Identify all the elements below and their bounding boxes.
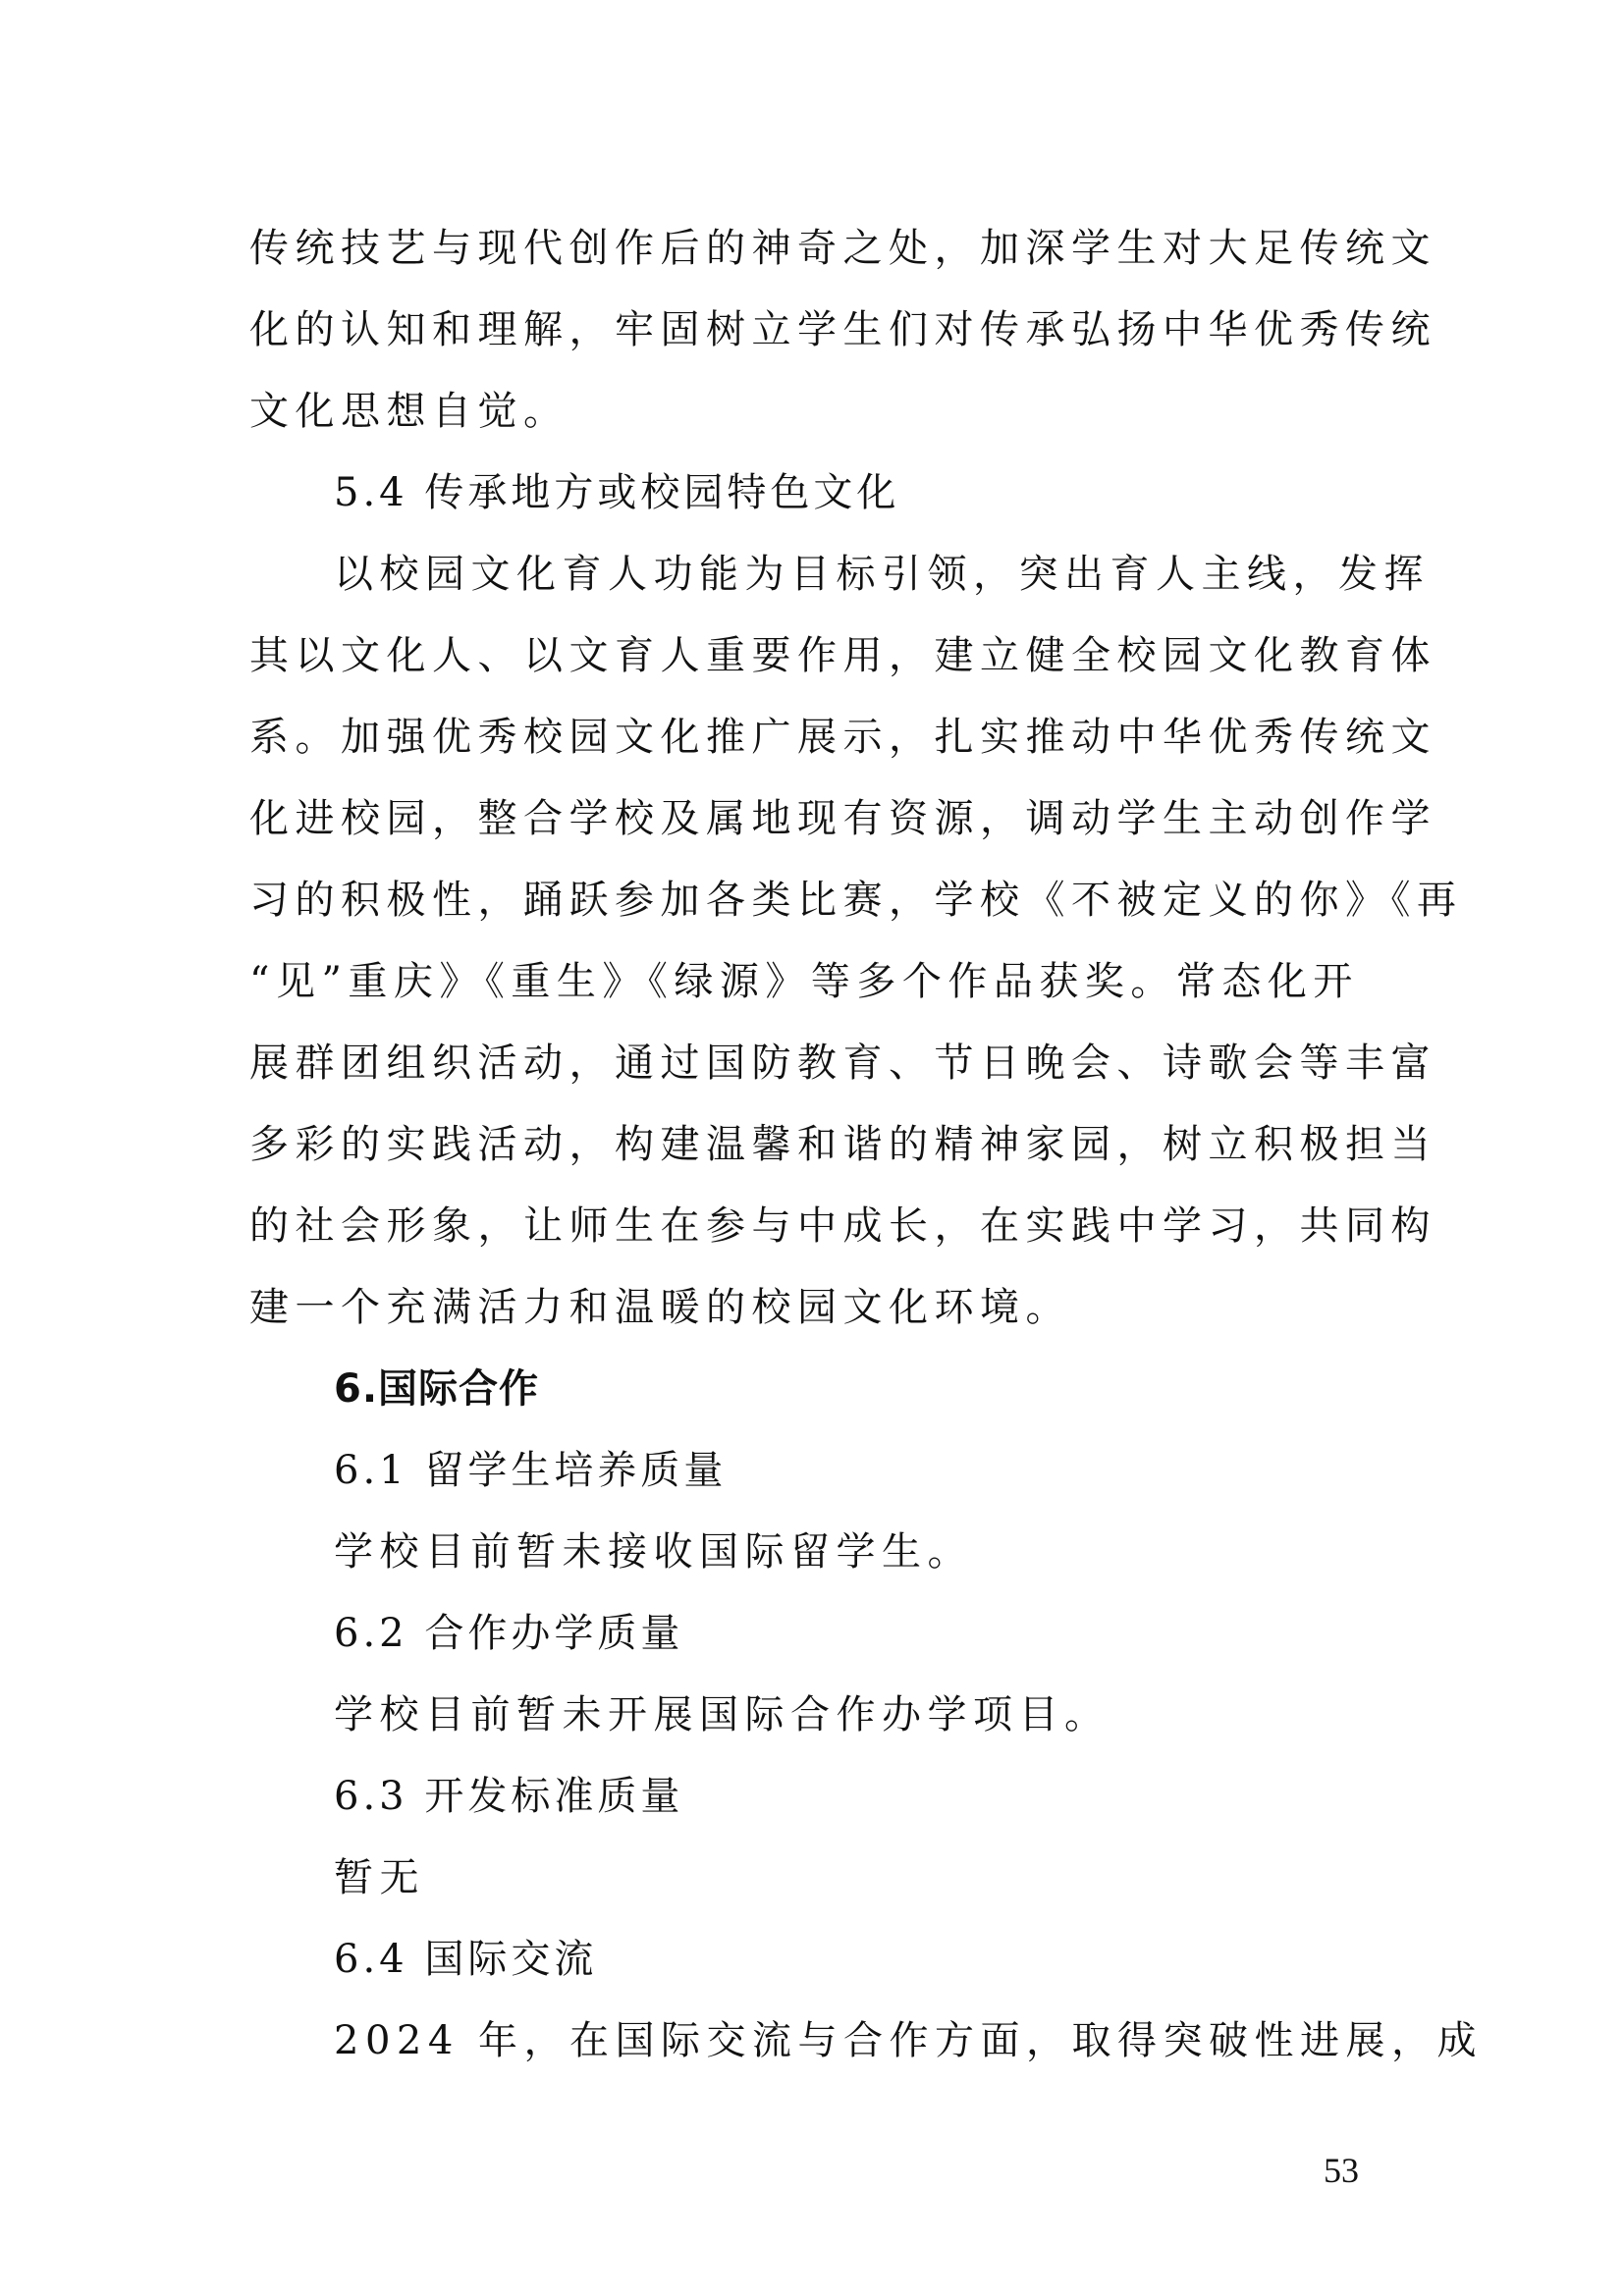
- body-text-line: 传统技艺与现代创作后的神奇之处，加深学生对大足传统文: [249, 226, 1436, 271]
- body-text-line: 以校园文化育人功能为目标引领，突出育人主线，发挥: [334, 552, 1430, 597]
- section-heading-5-4: 5.4 传承地方或校园特色文化: [334, 470, 900, 515]
- body-text-line: “见”重庆》《重生》《绿源》等多个作品获奖。常态化开: [249, 959, 1359, 1004]
- subsection-body-6-4: 2024 年，在国际交流与合作方面，取得突破性进展，成: [334, 2018, 1484, 2063]
- subsection-body-6-3: 暂无: [334, 1855, 425, 1900]
- subsection-body-6-2: 学校目前暂未开展国际合作办学项目。: [334, 1692, 1110, 1737]
- section-heading-6: 6.国际合作: [334, 1366, 540, 1412]
- body-text-line: 的社会形象，让师生在参与中成长，在实践中学习，共同构: [249, 1203, 1436, 1249]
- body-text-line: 建一个充满活力和温暖的校园文化环境。: [249, 1285, 1071, 1330]
- body-text-line: 其以文化人、以文育人重要作用，建立健全校园文化教育体: [249, 633, 1436, 678]
- body-text-line: 习的积极性，踊跃参加各类比赛，学校《不被定义的你》《再: [249, 878, 1463, 923]
- body-text-line: 系。加强优秀校园文化推广展示，扎实推动中华优秀传统文: [249, 715, 1436, 760]
- body-text-line: 文化思想自觉。: [249, 389, 569, 434]
- body-text-line: 化的认知和理解，牢固树立学生们对传承弘扬中华优秀传统: [249, 307, 1436, 352]
- subsection-heading-6-2: 6.2 合作办学质量: [334, 1611, 684, 1656]
- subsection-heading-6-1: 6.1 留学生培养质量: [334, 1448, 728, 1493]
- subsection-heading-6-3: 6.3 开发标准质量: [334, 1774, 684, 1819]
- body-text-line: 展群团组织活动，通过国防教育、节日晚会、诗歌会等丰富: [249, 1041, 1436, 1086]
- subsection-body-6-1: 学校目前暂未接收国际留学生。: [334, 1529, 973, 1575]
- body-text-line: 化进校园，整合学校及属地现有资源，调动学生主动创作学: [249, 796, 1436, 841]
- subsection-heading-6-4: 6.4 国际交流: [334, 1937, 598, 1982]
- body-text-line: 多彩的实践活动，构建温馨和谐的精神家园，树立积极担当: [249, 1122, 1436, 1167]
- page-number: 53: [1324, 2151, 1359, 2190]
